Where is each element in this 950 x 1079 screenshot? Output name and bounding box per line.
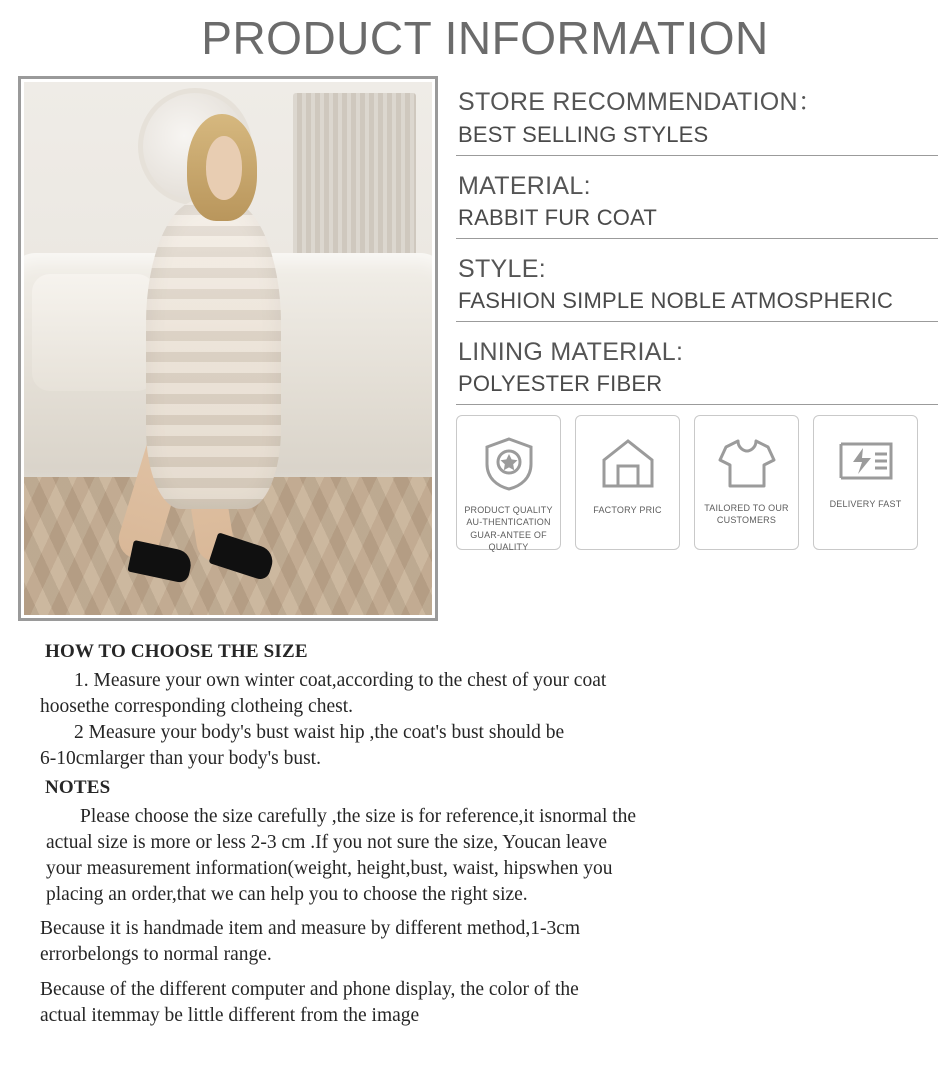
feature-caption: FACTORY PRIC (593, 505, 662, 516)
page-title: PRODUCT INFORMATION (201, 12, 769, 64)
notes-line-5: Because it is handmade item and measure by different method,1-3cm (40, 918, 581, 940)
spec-label: STYLE: (458, 255, 546, 284)
product-photo-frame (18, 76, 438, 621)
notes-line-6: errorbelongs to normal range. (40, 944, 272, 966)
product-photo (24, 82, 432, 615)
notes-paragraph-2 (40, 917, 934, 968)
spec-value: POLYESTER FIBER (456, 371, 938, 405)
factory-house-icon (599, 436, 657, 492)
size-guide-heading: HOW TO CHOOSE THE SIZE (45, 641, 308, 663)
feature-caption: DELIVERY FAST (829, 499, 902, 510)
spec-store-recommendation (456, 82, 938, 156)
spec-material (456, 172, 938, 239)
notes-line-8: actual itemmay be little different from the image (40, 1004, 420, 1026)
notes-line-1: Please choose the size carefully ,the size is for reference,it isnormal the (80, 806, 637, 828)
spec-label: LINING MATERIAL: (458, 338, 684, 367)
feature-factory-price (575, 415, 680, 550)
tshirt-icon (716, 436, 778, 490)
cushion-decor (32, 274, 154, 391)
spec-value: RABBIT FUR COAT (456, 205, 938, 239)
shield-star-icon (483, 436, 535, 492)
model-face (206, 136, 243, 200)
fast-delivery-icon (835, 436, 897, 486)
lower-text-section (0, 621, 950, 1028)
notes-heading: NOTES (45, 777, 111, 799)
notes-line-3: your measurement information(weight, height,bust, waist, hipswhen you (46, 857, 613, 879)
size-guide-line-2: hoosethe corresponding clotheing chest. (40, 696, 353, 718)
size-guide-line-3: 2 Measure your body's bust waist hip ,the coat's bust should be (74, 721, 565, 743)
notes-line-2: actual size is more or less 2-3 cm .If you not sure the size, Youcan leave (46, 832, 608, 854)
spec-value: BEST SELLING STYLES (456, 122, 938, 156)
notes-line-7: Because of the different computer and phone display, the color of the (40, 978, 579, 1000)
top-section (0, 62, 950, 621)
size-guide-line-1: 1. Measure your own winter coat,according to the chest of your coat (74, 670, 607, 692)
spec-label: MATERIAL: (458, 172, 591, 201)
feature-caption: PRODUCT QUALITY AU-THENTICATION GUAR-ANTEE OF QUALITY (464, 505, 553, 552)
feature-tailored (694, 415, 799, 550)
feature-caption: TAILORED TO OUR CUSTOMERS (704, 503, 789, 526)
spec-list (456, 76, 938, 621)
feature-delivery-fast (813, 415, 918, 550)
spec-style (456, 255, 938, 322)
spec-lining-material (456, 338, 938, 405)
notes-paragraph-3 (40, 978, 934, 1029)
feature-quality-guarantee (456, 415, 561, 550)
spec-value: FASHION SIMPLE NOBLE ATMOSPHERIC (456, 288, 938, 322)
spec-label: STORE RECOMMENDATION： (458, 88, 824, 117)
notes-line-4: placing an order,that we can help you to choose the right size. (46, 883, 528, 905)
feature-badges (456, 415, 938, 550)
size-guide-line-4: 6-10cmlarger than your body's bust. (40, 747, 321, 769)
notes-paragraph-1 (46, 805, 934, 907)
model-fur-coat (146, 200, 281, 509)
